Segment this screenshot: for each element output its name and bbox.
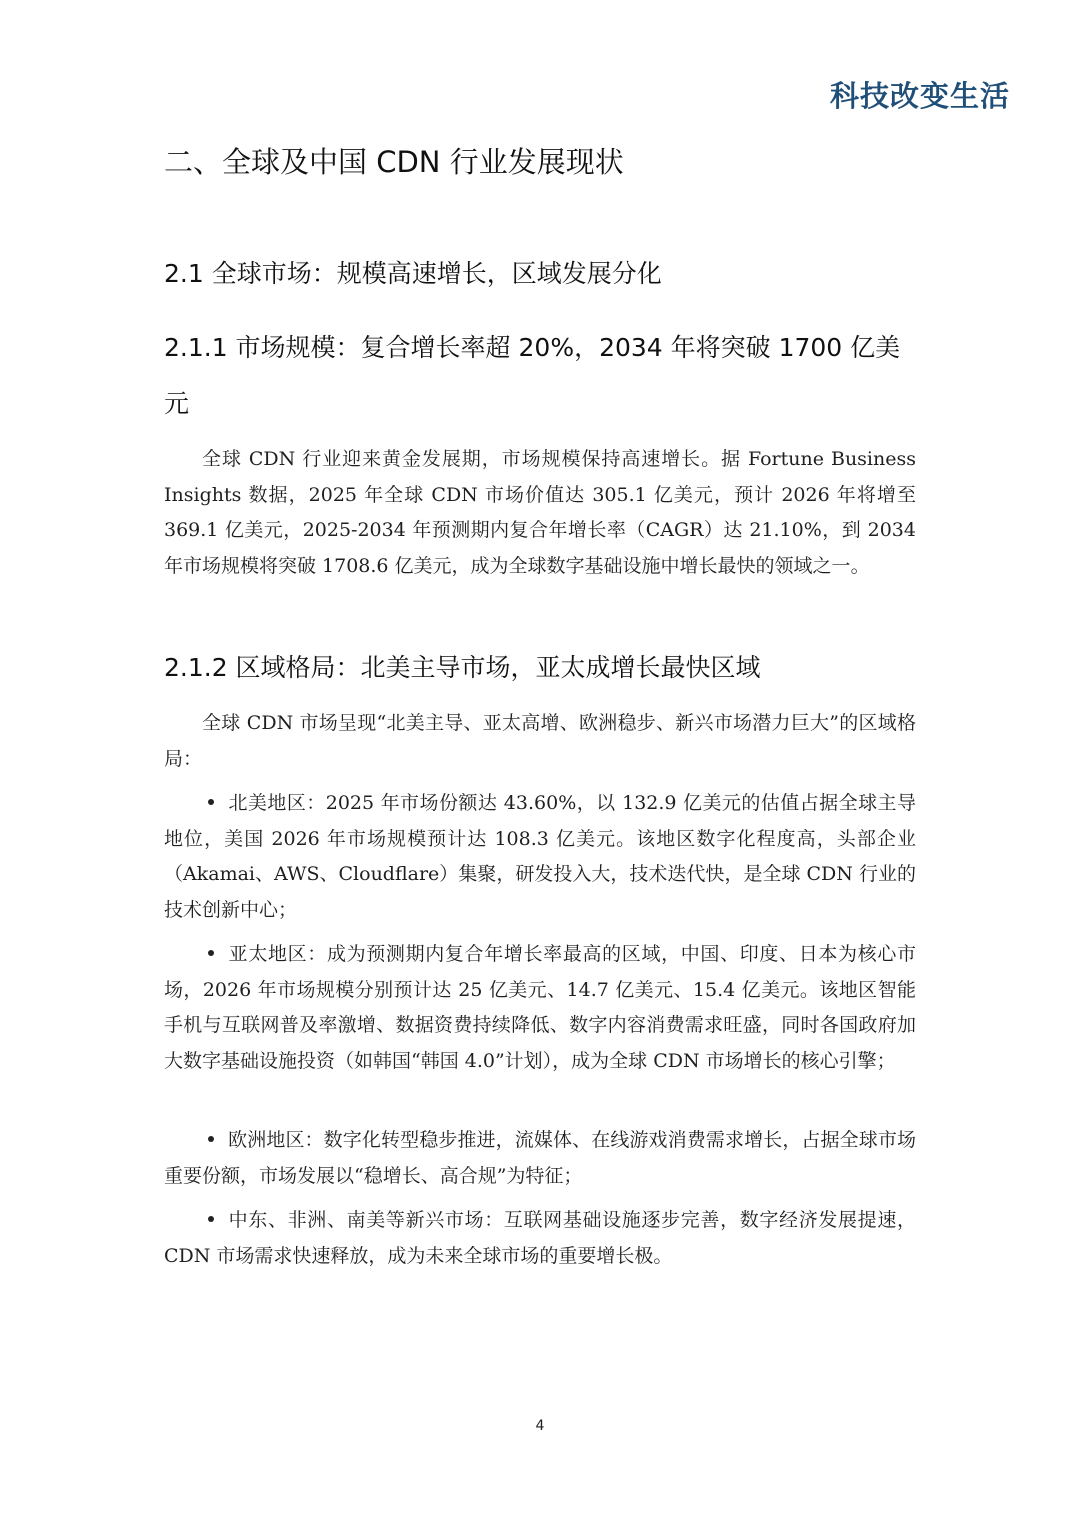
bullet-icon xyxy=(208,1216,214,1222)
bullet-text: 中东、非洲、南美等新兴市场：互联网基础设施逐步完善，数字经济发展提速，CDN 市场需求快速释放，成为未来全球市场的重要增长极。 xyxy=(164,1209,916,1267)
bullet-north-america xyxy=(164,786,916,928)
heading-regional-pattern: 2.1.2 区域格局：北美主导市场，亚太成增长最快区域 xyxy=(164,653,761,682)
bullet-europe xyxy=(164,1123,916,1194)
paragraph-market-size: 全球 CDN 行业迎来黄金发展期，市场规模保持高速增长。据 Fortune Business Insights 数据，2025 年全球 CDN 市场价值达 305.1 亿美元，预计 2026 年将增至 369.1 亿美元，2025-2034 年预测期内复合年增长率（CAGR）达 21.10%，到 2034 年市场规模将突破 1708.6 亿美元，成为全球数字基础设施中增长最快的领域之一。 xyxy=(164,448,916,577)
subsection-title: 2.1 全球市场：规模高速增长，区域发展分化 xyxy=(164,259,662,288)
bullet-asia-pacific xyxy=(164,937,916,1079)
bullet-emerging-markets xyxy=(164,1203,916,1274)
brand-slogan: 科技改变生活 xyxy=(829,79,1010,113)
bullet-text: 欧洲地区：数字化转型稳步推进，流媒体、在线游戏消费需求增长，占据全球市场重要份额，市场发展以“稳增长、高合规”为特征； xyxy=(164,1129,916,1187)
bullet-text: 亚太地区：成为预测期内复合年增长率最高的区域，中国、印度、日本为核心市场，2026 年市场规模分别预计达 25 亿美元、14.7 亿美元、15.4 亿美元。该地区智能手机与互联网普及率激增、数据资费持续降低、数字内容消费需求旺盛，同时各国政府加大数字基础设施投资（如韩国“韩国 4.0”计划），成为全球 CDN 市场增长的核心引擎； xyxy=(164,943,916,1072)
bullet-icon xyxy=(208,799,214,805)
paragraph-regional-intro: 全球 CDN 市场呈现“北美主导、亚太高增、欧洲稳步、新兴市场潜力巨大”的区域格局： xyxy=(164,712,916,770)
bullet-icon xyxy=(208,1136,214,1142)
bullet-icon xyxy=(208,950,214,956)
page-number: 4 xyxy=(535,1418,545,1434)
bullet-text: 北美地区：2025 年市场份额达 43.60%，以 132.9 亿美元的估值占据全球主导地位，美国 2026 年市场规模预计达 108.3 亿美元。该地区数字化程度高，头部企业（Akamai、AWS、Cloudflare）集聚，研发投入大，技术迭代快，是全球 CDN 行业的技术创新中心； xyxy=(164,792,916,921)
heading-market-size: 2.1.1 市场规模：复合增长率超 20%，2034 年将突破 1700 亿美元 xyxy=(164,333,901,418)
section-title: 二、全球及中国 CDN 行业发展现状 xyxy=(164,145,624,179)
